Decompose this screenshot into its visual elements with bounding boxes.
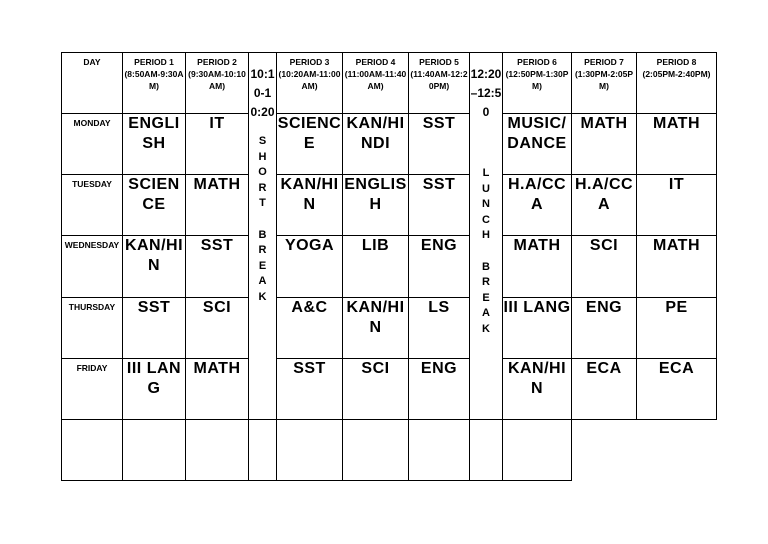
- empty-cell: [62, 419, 123, 480]
- subject: SST: [137, 298, 171, 316]
- subject-cell: [186, 236, 249, 297]
- subject-cell: [123, 297, 186, 358]
- empty-cell: [123, 419, 186, 480]
- subject: MATH: [513, 237, 561, 255]
- period-3-header: [277, 53, 343, 114]
- subject-cell: [123, 358, 186, 419]
- subject: SCI: [202, 298, 232, 316]
- period-name: PERIOD 6: [517, 57, 557, 67]
- timetable: [61, 52, 717, 481]
- empty-cell: [503, 419, 572, 480]
- lunch-break-label: L U N C H B R E A K: [482, 167, 490, 335]
- subject-cell: [503, 236, 572, 297]
- subject-cell: [123, 175, 186, 236]
- empty-cell: [343, 419, 409, 480]
- subject: ENG: [585, 298, 623, 316]
- subject-cell: [186, 114, 249, 175]
- subject: H.A/CCA: [574, 176, 634, 214]
- subject-cell: [277, 358, 343, 419]
- subject-cell: [572, 358, 637, 419]
- day-cell: [62, 236, 123, 297]
- subject: KAN/HIN: [507, 359, 567, 397]
- subject-cell: [409, 236, 470, 297]
- subject-cell: [503, 114, 572, 175]
- period-7-header: [572, 53, 637, 114]
- table-row-friday: [62, 358, 717, 419]
- table-row-tuesday: [62, 175, 717, 236]
- period-name: PERIOD 8: [656, 57, 697, 67]
- subject-cell: [277, 114, 343, 175]
- subject: MATH: [652, 115, 701, 133]
- period-time: (11:40AM-12:20PM): [410, 69, 468, 91]
- empty-cell: [249, 419, 277, 480]
- day-label: FRIDAY: [76, 362, 108, 373]
- subject-cell: [637, 175, 717, 236]
- empty-cell: [409, 419, 470, 480]
- subject: SCIENCE: [128, 176, 180, 214]
- subject-cell: [503, 297, 572, 358]
- subject-cell: [186, 358, 249, 419]
- subject: ENGLISH: [344, 176, 407, 214]
- empty-cell: [470, 419, 503, 480]
- subject-cell: [123, 114, 186, 175]
- subject-cell: [343, 114, 409, 175]
- subject: SST: [422, 115, 456, 133]
- subject: IT: [668, 176, 685, 194]
- header-row: [62, 53, 717, 114]
- period-time: (2:05PM-2:40PM): [642, 69, 711, 79]
- lunch-break-column: [470, 53, 503, 420]
- subject-cell: [343, 175, 409, 236]
- subject: SST: [293, 359, 326, 377]
- subject: SST: [200, 237, 234, 255]
- subject-cell: [343, 297, 409, 358]
- subject: ENGLISH: [128, 115, 180, 153]
- period-6-header: [503, 53, 572, 114]
- subject: PE: [665, 298, 688, 316]
- subject-cell: [186, 175, 249, 236]
- period-time: (10:20AM-11:00AM): [278, 69, 341, 91]
- subject: KAN/HIN: [280, 176, 339, 214]
- subject: KAN/HIN: [124, 237, 184, 275]
- table-row-thursday: [62, 297, 717, 358]
- day-label: TUESDAY: [72, 179, 112, 190]
- day-cell: [62, 358, 123, 419]
- subject: ENG: [420, 359, 458, 377]
- subject: SST: [422, 176, 456, 194]
- day-cell: [62, 114, 123, 175]
- period-time: (1:30PM-2:05PM): [574, 69, 634, 91]
- lunch-break-time: 12:20–12:50: [470, 67, 502, 119]
- subject-cell: [186, 297, 249, 358]
- subject-cell: [277, 297, 343, 358]
- subject: III LANG: [126, 359, 182, 397]
- short-break-label: S H O R T B R E A K: [258, 135, 267, 303]
- period-name: PERIOD 4: [355, 57, 396, 67]
- subject: LIB: [361, 237, 390, 255]
- subject-cell: [409, 358, 470, 419]
- period-name: PERIOD 7: [584, 57, 624, 67]
- day-label: WEDNESDAY: [64, 240, 120, 251]
- day-header-label: DAY: [83, 57, 101, 67]
- day-cell: [62, 175, 123, 236]
- subject-cell: [277, 236, 343, 297]
- period-4-header: [343, 53, 409, 114]
- day-cell: [62, 297, 123, 358]
- period-name: PERIOD 3: [289, 57, 330, 67]
- subject: SCI: [589, 237, 619, 255]
- period-time: (12:50PM-1:30PM): [505, 69, 569, 91]
- subject-cell: [572, 114, 637, 175]
- short-break-time: 10:10-10:20: [250, 67, 275, 119]
- period-time: (9:30AM-10:10AM): [188, 69, 246, 91]
- subject-cell: [409, 297, 470, 358]
- period-time: (11:00AM-11:40AM): [344, 69, 407, 91]
- subject-cell: [503, 175, 572, 236]
- period-time: (8:50AM-9:30AM): [124, 69, 184, 91]
- subject: KAN/HINDI: [346, 115, 405, 153]
- period-5-header: [409, 53, 470, 114]
- period-name: PERIOD 5: [419, 57, 459, 67]
- day-label: THURSDAY: [68, 301, 116, 312]
- short-break-column: [249, 53, 277, 420]
- subject: IT: [209, 115, 225, 133]
- day-header: [62, 53, 123, 114]
- subject: H.A/CCA: [507, 176, 567, 214]
- subject-cell: [637, 297, 717, 358]
- subject: MATH: [580, 115, 628, 133]
- subject-cell: [409, 114, 470, 175]
- period-2-header: [186, 53, 249, 114]
- subject: LS: [428, 298, 450, 316]
- day-label: MONDAY: [73, 118, 111, 129]
- empty-cell: [186, 419, 249, 480]
- subject-cell: [343, 358, 409, 419]
- period-name: PERIOD 1: [134, 57, 174, 67]
- subject-cell: [637, 358, 717, 419]
- subject: SCIENCE: [277, 115, 342, 153]
- subject: ENG: [420, 237, 458, 255]
- subject: MATH: [193, 359, 241, 377]
- subject-cell: [503, 358, 572, 419]
- subject-cell: [572, 297, 637, 358]
- table-row-monday: [62, 114, 717, 175]
- period-name: PERIOD 2: [197, 57, 237, 67]
- subject: ECA: [658, 359, 695, 377]
- subject: A&C: [291, 298, 328, 316]
- subject: MATH: [193, 176, 241, 194]
- subject: III LANG: [503, 298, 571, 316]
- empty-cell: [277, 419, 343, 480]
- subject-cell: [277, 175, 343, 236]
- period-1-header: [123, 53, 186, 114]
- subject: YOGA: [284, 237, 335, 255]
- subject: KAN/HIN: [346, 298, 405, 336]
- subject-cell: [637, 114, 717, 175]
- subject: ECA: [586, 359, 622, 377]
- subject-cell: [572, 236, 637, 297]
- subject-cell: [123, 236, 186, 297]
- subject-cell: [343, 236, 409, 297]
- subject-cell: [572, 175, 637, 236]
- table-row-empty: [62, 419, 717, 480]
- subject: MUSIC/DANCE: [507, 115, 567, 153]
- subject-cell: [637, 236, 717, 297]
- period-8-header: [637, 53, 717, 114]
- subject: SCI: [361, 359, 390, 377]
- subject-cell: [409, 175, 470, 236]
- table-row-wednesday: [62, 236, 717, 297]
- subject: MATH: [652, 237, 701, 255]
